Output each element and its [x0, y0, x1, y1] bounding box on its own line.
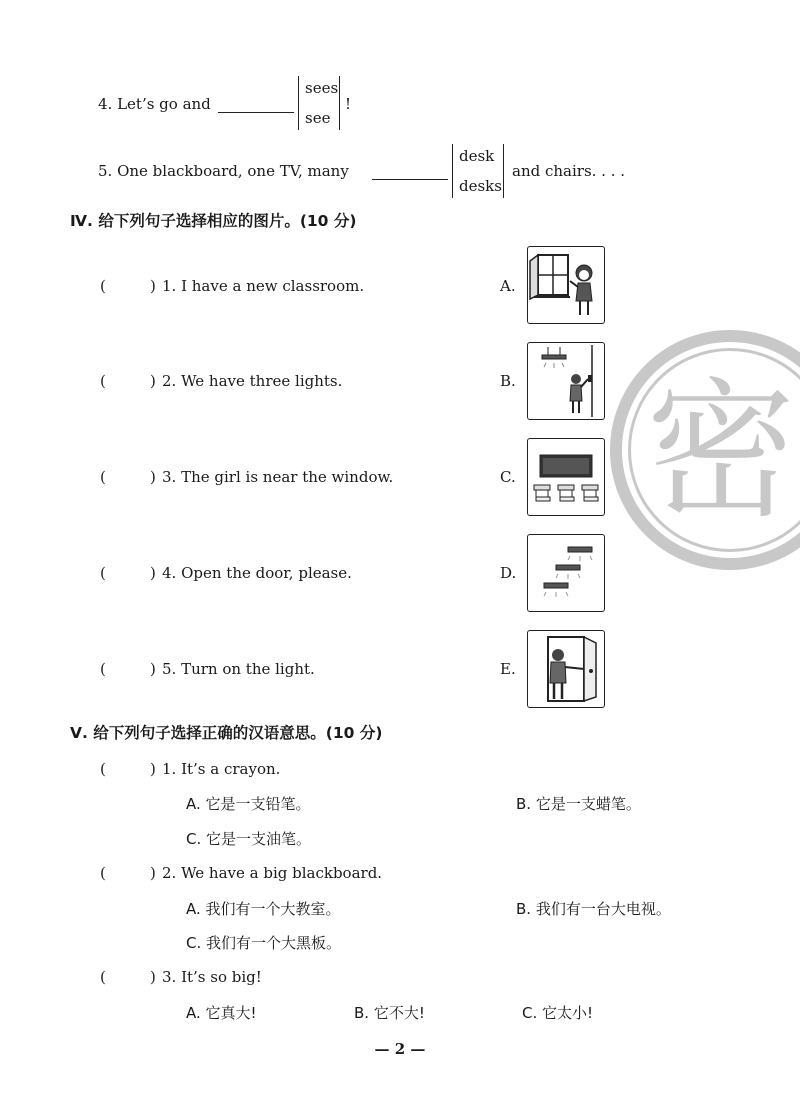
q5-end-text: and chairs. . . . [512, 162, 626, 180]
s5-q2-paren-close: ) [150, 864, 156, 882]
q4-answer-blank[interactable] [218, 96, 294, 113]
s4-item1-paren-close: ) [150, 277, 156, 295]
s4-item3-paren-close: ) [150, 468, 156, 486]
s4-item5-answer-slot[interactable] [112, 659, 148, 679]
girl-at-window-icon [528, 247, 604, 323]
s5-q3-option-a: A. 它真大! [186, 1004, 257, 1022]
stamp-char: 密 [646, 365, 797, 539]
picture-d [527, 534, 605, 612]
s5-q2-answer-slot[interactable] [112, 863, 148, 883]
picture-letter-d: D. [500, 564, 517, 582]
q4-end-punct: ! [345, 95, 352, 113]
s4-item4-answer-slot[interactable] [112, 563, 148, 583]
s5-q3-answer-slot[interactable] [112, 967, 148, 987]
s5-q2-option-a: A. 我们有一个大教室。 [186, 900, 341, 918]
s4-item1-paren-open: ( [100, 277, 106, 295]
q5-answer-blank[interactable] [372, 163, 448, 180]
picture-e [527, 630, 605, 708]
picture-letter-e: E. [500, 660, 516, 678]
s5-q1-paren-close: ) [150, 760, 156, 778]
s5-q1-option-a: A. 它是一支铅笔。 [186, 795, 311, 813]
q5-options-box [452, 144, 504, 198]
picture-c [527, 438, 605, 516]
s5-q1-answer-slot[interactable] [112, 759, 148, 779]
s4-item3-answer-slot[interactable] [112, 467, 148, 487]
s4-item1-answer-slot[interactable] [112, 276, 148, 296]
s4-item4-paren-close: ) [150, 564, 156, 582]
section4-title: Ⅳ. 给下列句子选择相应的图片。(10 分) [70, 212, 357, 230]
s4-item2-answer-slot[interactable] [112, 371, 148, 391]
q4-options-box [298, 76, 340, 130]
section5-title: Ⅴ. 给下列句子选择正确的汉语意思。(10 分) [70, 724, 383, 742]
s4-item5-paren-close: ) [150, 660, 156, 678]
q5-text: 5. One blackboard, one TV, many [98, 162, 349, 180]
q4-text: 4. Let’s go and [98, 95, 211, 113]
picture-letter-b: B. [500, 372, 516, 390]
s5-q1-paren-open: ( [100, 760, 106, 778]
s5-q2-option-c: C. 我们有一个大黑板。 [186, 934, 342, 952]
s4-item5-paren-open: ( [100, 660, 106, 678]
boy-turning-on-light-icon [528, 343, 604, 419]
q4-option-2: see [305, 109, 331, 127]
s4-item3-paren-open: ( [100, 468, 106, 486]
s4-item2-text: 2. We have three lights. [162, 372, 343, 390]
q5-option-2: desks [459, 177, 502, 195]
three-lights-icon [528, 535, 604, 611]
s5-q3-question: 3. It’s so big! [162, 968, 262, 986]
s5-q2-paren-open: ( [100, 864, 106, 882]
s5-q3-option-b: B. 它不大! [354, 1004, 425, 1022]
s5-q2-option-b: B. 我们有一台大电视。 [516, 900, 671, 918]
s5-q3-option-c: C. 它太小! [522, 1004, 594, 1022]
picture-letter-a: A. [500, 277, 516, 295]
s5-q2-question: 2. We have a big blackboard. [162, 864, 383, 882]
s4-item5-text: 5. Turn on the light. [162, 660, 315, 678]
classroom-tv-desks-icon [528, 439, 604, 515]
s5-q3-paren-close: ) [150, 968, 156, 986]
s5-q1-option-c: C. 它是一支油笔。 [186, 830, 312, 848]
s4-item3-text: 3. The girl is near the window. [162, 468, 394, 486]
s5-q3-paren-open: ( [100, 968, 106, 986]
s4-item2-paren-close: ) [150, 372, 156, 390]
s5-q1-question: 1. It’s a crayon. [162, 760, 281, 778]
picture-b [527, 342, 605, 420]
s4-item2-paren-open: ( [100, 372, 106, 390]
q5-option-1: desk [459, 147, 495, 165]
s4-item4-text: 4. Open the door, please. [162, 564, 352, 582]
picture-letter-c: C. [500, 468, 516, 486]
s4-item4-paren-open: ( [100, 564, 106, 582]
page-number: — 2 — [374, 1040, 426, 1058]
boy-opening-door-icon [528, 631, 604, 707]
s5-q1-option-b: B. 它是一支蜡笔。 [516, 795, 641, 813]
q4-option-1: sees [305, 79, 339, 97]
s4-item1-text: 1. I have a new classroom. [162, 277, 365, 295]
confidential-stamp [610, 330, 800, 570]
picture-a [527, 246, 605, 324]
